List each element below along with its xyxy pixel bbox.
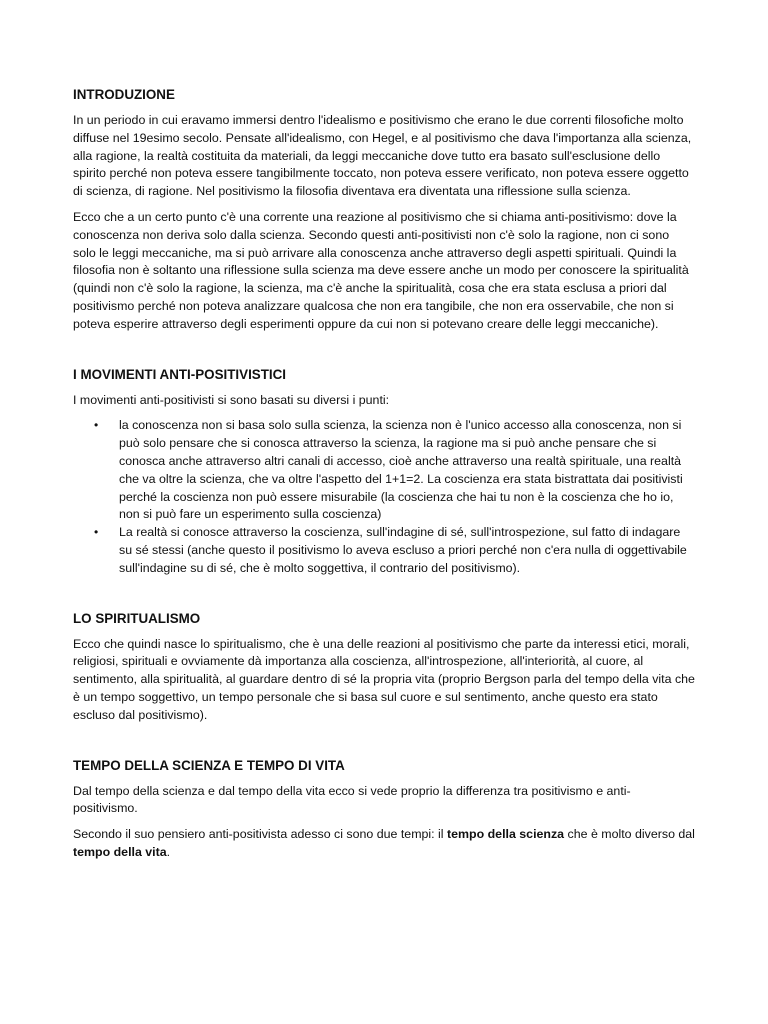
section-tempo — [73, 757, 695, 862]
paragraph: Ecco che a un certo punto c'è una corrente una reazione al positivismo che si chiama anti-positivismo: dove la conoscenza non deriva solo dalla scienza. Secondo questi anti-positivisti non c'è solo la ragione, non ci sono solo le leggi meccaniche, ma si può arrivare alla conoscenza anche attraverso degli aspetti spirituali. Quindi la filosofia non è soltanto una riflessione sulla scienza ma deve essere anche un modo per conoscere la spiritualità (quindi non c'è solo la ragione, la scienza, ma c'è anche la spiritualità, cosa che era stata esclusa a priori dal positivismo perché non poteva analizzare qualcosa che non era tangibile, che non era osservabile, che non si poteva esperire attraverso degli esperimenti oppure da cui non si potevano creare delle leggi meccaniche). — [73, 209, 689, 331]
paragraph: I movimenti anti-positivisti si sono basati su diversi i punti: — [73, 392, 390, 407]
bullet-icon: • — [94, 418, 99, 433]
section-heading: LO SPIRITUALISMO — [73, 610, 201, 626]
text-run: Secondo il suo pensiero anti-positivista adesso ci sono due tempi: il — [73, 827, 447, 842]
section-introduzione — [73, 86, 695, 334]
text-run: . — [166, 844, 171, 859]
paragraph: Ecco che quindi nasce lo spiritualismo, che è una delle reazioni al positivismo che parte da interessi etici, morali, religiosi, spirituali e ovviamente dà importanza alla coscienza, all'introspezione, all'interiorità, al cuore, al sentimento, alla spiritualità, al guardare dentro di sé la propria vita (proprio Bergson parla del tempo della vita che è un tempo soggettivo, un tempo personale che si basa sul cuore e sul sentimento, anche questo era stato escluso dal positivismo). — [73, 636, 695, 722]
section-heading: TEMPO DELLA SCIENZA E TEMPO DI VITA — [73, 757, 345, 773]
paragraph: Dal tempo della scienza e dal tempo della vita ecco si vede proprio la differenza tra positivismo e anti-positivismo. — [73, 783, 631, 816]
paragraph: In un periodo in cui eravamo immersi dentro l'idealismo e positivismo che erano le due correnti filosofiche molto diffuse nel 19esimo secolo. Pensate all'idealismo, con Hegel, e al positivismo che dava l'importanza alla scienza, alla ragione, la realtà costituita da materiali, da leggi meccaniche dove tutto era basato sull'esclusione dello spirito perché non poteva essere tangibilmente toccato, non poteva essere verificato, non poteva essere oggetto di scienza, di ragione. Nel positivismo la filosofia diventava era diventata una riflessione sulla scienza. — [73, 113, 692, 199]
list-item-text: La realtà si conosce attraverso la coscienza, sull'indagine di sé, sull'introspezione, sul fatto di indagare su sé stessi (anche questo il positivismo lo aveva escluso a priori perché non c'era nulla di oggettivabile sull'indagine su di sé, che è molto soggettiva, il contrario del positivismo). — [119, 525, 687, 575]
list-item — [73, 524, 695, 577]
bold-term: tempo della vita — [73, 844, 167, 859]
list-item — [73, 417, 695, 524]
bold-term: tempo della scienza — [447, 827, 565, 842]
list-item-text: la conoscenza non si basa solo sulla scienza, la scienza non è l'unico accesso alla conoscenza, non si può solo pensare che si conosca attraverso la scienza, la ragione ma si può anche pensare che si conosca anche attraverso altri canali di accesso, cioè anche attraverso una realtà spirituale, una realtà che va oltre la scienza, che va oltre l'aspetto del 1+1=2. La coscienza era stata bistrattata dai positivisti perché la coscienza non può essere misurabile (la coscienza che hai tu non è la coscienza che ho io, non si può fare un esperimento sulla coscienza) — [119, 418, 683, 522]
section-spiritualismo — [73, 610, 695, 725]
section-heading: I MOVIMENTI ANTI-POSITIVISTICI — [73, 366, 287, 382]
bullet-list — [73, 417, 695, 577]
section-heading: INTRODUZIONE — [73, 87, 175, 102]
paragraph — [73, 826, 695, 862]
document-page — [73, 86, 695, 894]
text-run: che è molto diverso dal — [564, 827, 695, 842]
bullet-icon: • — [94, 525, 99, 540]
section-movimenti — [73, 366, 695, 578]
